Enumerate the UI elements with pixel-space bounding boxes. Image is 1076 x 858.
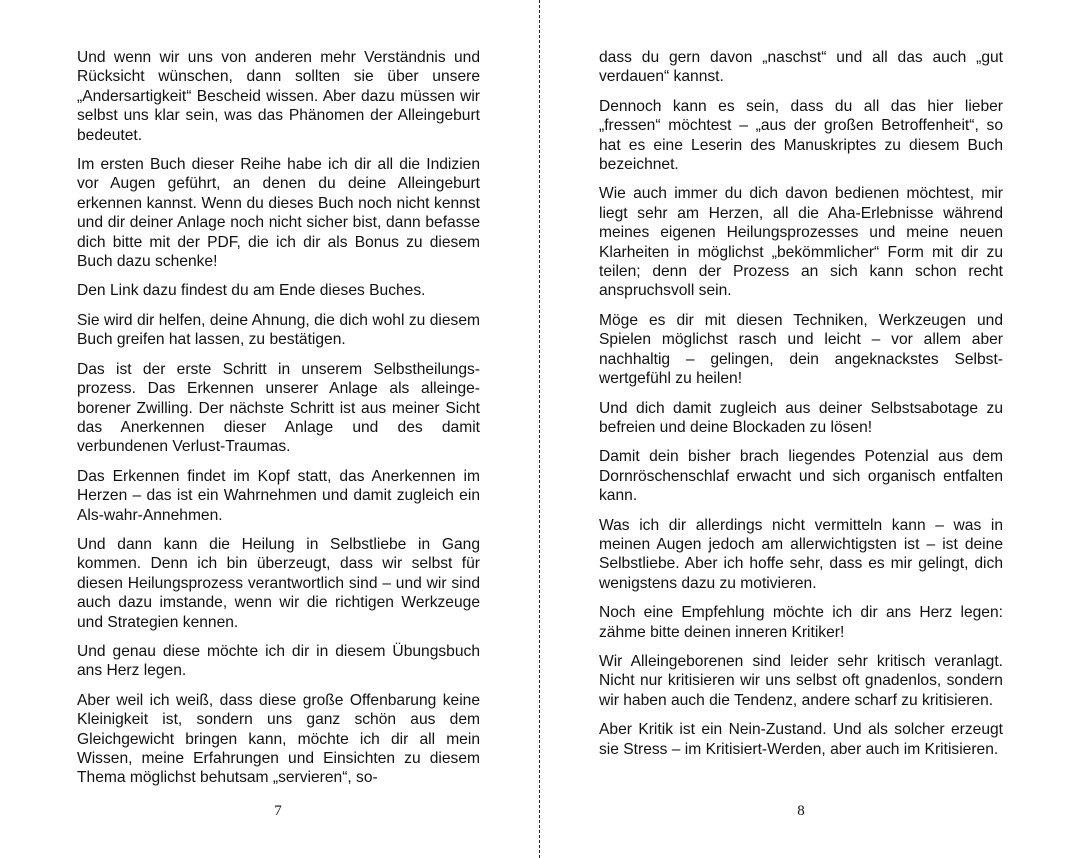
paragraph: Was ich dir allerdings nicht vermitteln kann – was in meinen Augen jedoch am allerwichtigsten ist – ist deine Selbstliebe. Aber ich hoffe sehr, dass es mir gelingt, dich wenigstens dazu zu motivieren.: [599, 516, 1003, 592]
left-page: [77, 48, 480, 798]
paragraph: Möge es dir mit diesen Techniken, Werkzeugen und Spielen möglichst rasch und leicht – vor allem aber nachhaltig – gelingen, dein angeknackstes Selbstwertgefühl zu heilen!: [599, 311, 1003, 388]
paragraph: Und wenn wir uns von anderen mehr Verständnis und Rücksicht wünschen, dann sollten sie über unsere „Andersartigkeit“ Bescheid wissen. Aber dazu müssen wir selbst uns klar sein, was das Phänomen der Alleingeburt bedeutet.: [77, 49, 480, 144]
paragraph: Dennoch kann es sein, dass du all das hier lieber „fressen“ möchtest – „aus der großen Betroffenheit“, so hat es eine Leserin des Manuskriptes zu diesem Buch bezeichnet.: [599, 97, 1003, 174]
paragraph: Den Link dazu findest du am Ende dieses Buches.: [77, 282, 426, 300]
paragraph: Im ersten Buch dieser Reihe habe ich dir all die Indizien vor Augen geführt, an denen du deine Alleingeburt erkennen kannst. Wenn du dieses Buch noch nicht kennst und dir deiner Anlage noch nicht sicher bist, dann befasse dich bitte mit der PDF, die ich dir als Bonus zu diesem Buch dazu schenke!: [77, 156, 480, 271]
paragraph: Aber Kritik ist ein Nein-Zustand. Und als solcher erzeugt sie Stress – im Kritisiert-Werden, aber auch im Kritisieren.: [599, 721, 1003, 758]
paragraph: Wir Alleingeborenen sind leider sehr kritisch veranlagt. Nicht nur kritisieren wir uns selbst oft gnadenlos, sondern wir haben auch die Tendenz, andere scharf zu kritisieren.: [599, 652, 1003, 709]
paragraph: dass du gern davon „naschst“ und all das auch „gut verdauen“ kannst.: [599, 49, 1003, 86]
page-divider-dashed-line: [539, 0, 540, 858]
paragraph: Noch eine Empfehlung möchte ich dir ans Herz legen: zähme bitte deinen inneren Kritiker!: [599, 604, 1003, 641]
paragraph: Und dann kann die Heilung in Selbstliebe in Gang kommen. Denn ich bin überzeugt, dass wir selbst für diesen Heilungsprozess verantwortlich sind – und wir sind auch dazu imstande, wenn wir die richtigen Werkzeuge und Strategien kennen.: [77, 535, 480, 631]
page-number-right: 8: [797, 803, 805, 819]
paragraph: Aber weil ich weiß, dass diese große Offenbarung keine Kleinigkeit ist, sondern uns ganz schön aus dem Gleichgewicht bringen kann, möchte ich dir all mein Wissen, meine Erfahrungen und Einsichten zu diesem Thema möglichst behutsam „servieren“, so-: [77, 691, 480, 787]
right-page: [599, 48, 1003, 769]
left-page-text: [77, 48, 480, 788]
paragraph: Das ist der erste Schritt in unserem Selbstheilungsprozess. Das Erkennen unserer Anlage als alleingeborener Zwilling. Der nächste Schritt ist aus meiner Sicht das Anerkennen dieser Anlage und des damit verbundenen Verlust-Traumas.: [77, 360, 480, 456]
page-number-left: 7: [274, 803, 282, 819]
paragraph: Sie wird dir helfen, deine Ahnung, die dich wohl zu diesem Buch greifen hat lassen, zu bestätigen.: [77, 311, 480, 349]
paragraph: Und dich damit zugleich aus deiner Selbstsabotage zu befreien und deine Blockaden zu lösen!: [599, 399, 1003, 436]
paragraph: Wie auch immer du dich davon bedienen möchtest, mir liegt sehr am Herzen, all die Aha-Erlebnisse während meines eigenen Heilungsprozesses und meine neuen Klarheiten in möglichst „bekömmlicher“ Form mit dir zu teilen; denn der Prozess an sich kann schon recht anspruchsvoll sein.: [599, 185, 1003, 300]
paragraph: Das Erkennen findet im Kopf statt, das Anerkennen im Herzen – das ist ein Wahrnehmen und damit zugleich ein Als-wahr-Annehmen.: [77, 467, 480, 524]
paragraph: Damit dein bisher brach liegendes Potenzial aus dem Dornröschenschlaf erwacht und sich organisch entfalten kann.: [599, 448, 1003, 505]
right-page-text: [599, 48, 1003, 759]
paragraph: Und genau diese möchte ich dir in diesem Übungsbuch ans Herz legen.: [77, 642, 480, 680]
